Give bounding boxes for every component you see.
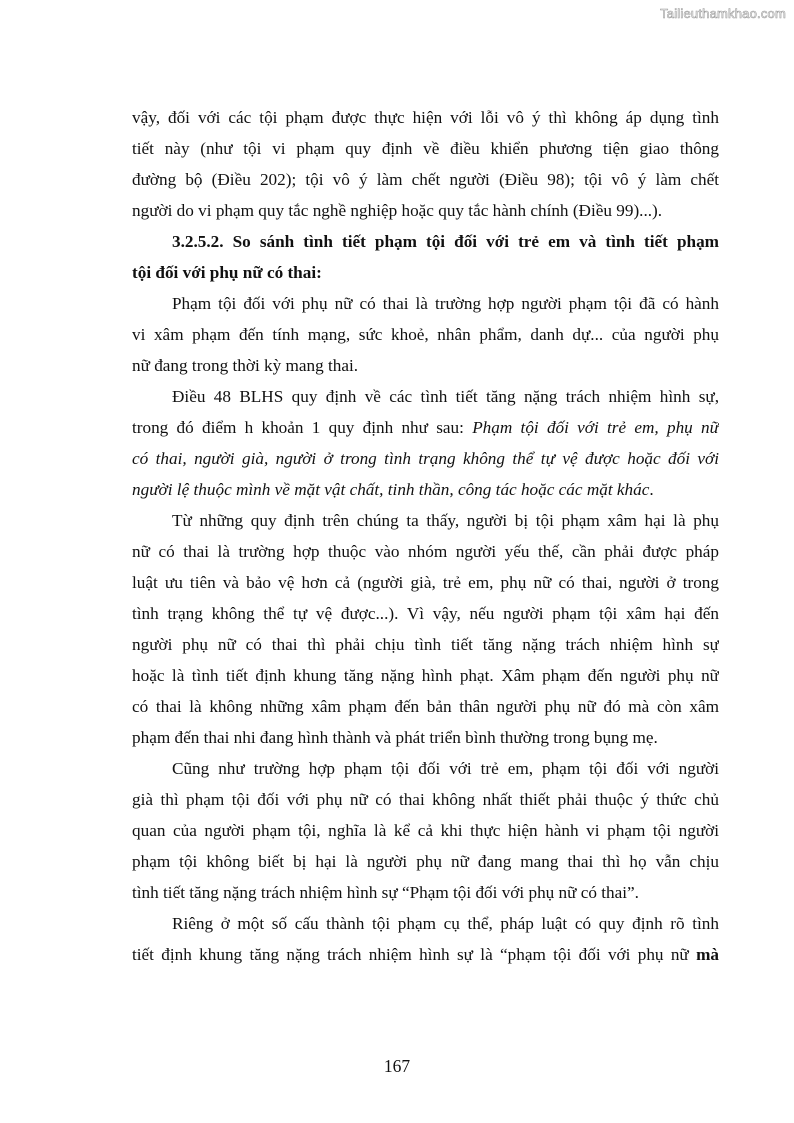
text-line: Điều 48 BLHS quy định về các tình tiết tăng nặng trách nhiệm hình sự,	[172, 387, 719, 406]
paragraph-3	[132, 381, 719, 505]
watermark: Tailieuthamkhao.com	[660, 6, 786, 21]
bold-text: mà	[696, 945, 719, 964]
text-span: .	[649, 480, 654, 499]
text-line: tình tiết tăng nặng trách nhiệm hình sự “Phạm tội đối với phụ nữ có thai”.	[132, 883, 639, 902]
text-line: Từ những quy định trên chúng ta thấy, người bị tội phạm xâm hại là phụ	[172, 511, 719, 530]
paragraph-5	[132, 753, 719, 908]
text-line: có thai là không những xâm phạm đến bản thân người phụ nữ đó mà còn xâm	[132, 697, 719, 716]
text-line: nữ đang trong thời kỳ mang thai.	[132, 356, 359, 375]
text-line: Cũng như trường hợp phạm tội đối với trẻ em, phạm tội đối với người	[172, 759, 719, 778]
quoted-law-text: có thai, người già, người ở trong tình trạng không thể tự vệ được hoặc đối với	[132, 449, 719, 468]
text-line: hoặc là tình tiết định khung tăng nặng hình phạt. Xâm phạm đến người phụ nữ	[132, 666, 719, 685]
text-line: tiết này (như tội vi phạm quy định về điều khiển phương tiện giao thông	[132, 139, 719, 158]
text-line: vi xâm phạm đến tính mạng, sức khoẻ, nhân phẩm, danh dự... của người phụ	[132, 325, 719, 344]
text-line: người do vi phạm quy tắc nghề nghiệp hoặc quy tắc hành chính (Điều 99)...).	[132, 201, 663, 220]
text-line	[132, 412, 719, 443]
paragraph-1	[132, 102, 719, 226]
page-number: 167	[383, 1056, 411, 1076]
paragraph-2	[132, 288, 719, 381]
paragraph-4	[132, 505, 719, 753]
text-span: tiết định khung tăng nặng trách nhiệm hình sự là “phạm tội đối với phụ nữ	[132, 945, 697, 964]
text-line	[132, 939, 719, 970]
section-heading	[132, 226, 719, 288]
text-line: vậy, đối với các tội phạm được thực hiện với lỗi vô ý thì không áp dụng tình	[132, 108, 719, 127]
text-line: đường bộ (Điều 202); tội vô ý làm chết người (Điều 98); tội vô ý làm chết	[132, 170, 719, 189]
heading-line: tội đối với phụ nữ có thai:	[132, 263, 322, 282]
text-span: trong đó điểm h khoản 1 quy định như sau:	[132, 418, 473, 437]
text-line: Phạm tội đối với phụ nữ có thai là trường hợp người phạm tội đã có hành	[172, 294, 719, 313]
text-line: nữ có thai là trường hợp thuộc vào nhóm người yếu thế, cần phải được pháp	[132, 542, 719, 561]
heading-line: 3.2.5.2. So sánh tình tiết phạm tội đối với trẻ em và tình tiết phạm	[172, 232, 719, 251]
text-line: phạm đến thai nhi đang hình thành và phát triển bình thường trong bụng mẹ.	[132, 728, 658, 747]
text-line: Riêng ở một số cấu thành tội phạm cụ thể, pháp luật có quy định rõ tình	[172, 914, 719, 933]
text-line: người phụ nữ có thai thì phải chịu tình tiết tăng nặng trách nhiệm hình sự	[132, 635, 719, 654]
text-line: quan của người phạm tội, nghĩa là kể cả khi thực hiện hành vi phạm tội người	[132, 821, 719, 840]
text-line: tình trạng không thể tự vệ được...). Vì vậy, nếu người phạm tội xâm hại đến	[132, 604, 719, 623]
paragraph-6	[132, 908, 719, 970]
text-line: luật ưu tiên và bảo vệ hơn cả (người già, trẻ em, phụ nữ có thai, người ở trong	[132, 573, 719, 592]
document-body	[132, 102, 719, 970]
text-line	[132, 474, 719, 505]
text-line: phạm tội không biết bị hại là người phụ nữ đang mang thai thì họ vẫn chịu	[132, 852, 719, 871]
quoted-law-text: người lệ thuộc mình về mặt vật chất, tinh thần, công tác hoặc các mặt khác	[132, 480, 650, 499]
quoted-law-text: Phạm tội đối với trẻ em, phụ nữ	[472, 418, 719, 437]
text-line: già thì phạm tội đối với phụ nữ có thai không nhất thiết phải thuộc ý thức chủ	[132, 790, 719, 809]
